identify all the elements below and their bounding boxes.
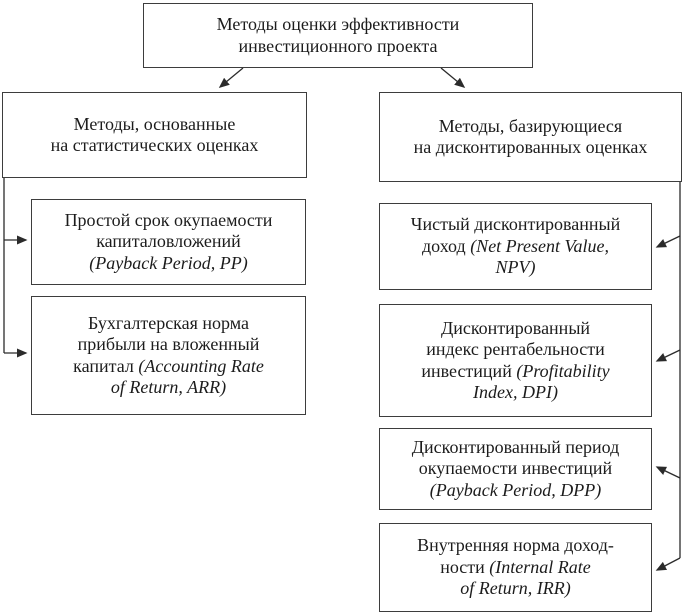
root-box-evaluation-methods: Методы оценки эффективности инвестиционного проекта	[143, 3, 533, 68]
arrow-root-to-right-branch	[441, 68, 464, 87]
method-box-internal-rate-of-return: Внутренняя норма доход- ности (Internal Rate of Return, IRR)	[379, 523, 652, 612]
method-box-payback-period: Простой срок окупаемости капиталовложений (Payback Period, PP)	[31, 199, 306, 285]
branch-header-statistical-methods: Методы, основанные на статистических оценках	[2, 92, 307, 178]
arrow-right-to-dpp	[657, 467, 680, 478]
arrow-right-to-npv	[657, 236, 680, 247]
arrow-right-to-irr	[657, 558, 680, 570]
method-box-discounted-payback-period: Дисконтированный период окупаемости инвестиций (Payback Period, DPP)	[379, 428, 652, 510]
method-box-profitability-index: Дисконтированный индекс рентабельности инвестиций (Profitability Index, DPI)	[379, 304, 652, 417]
method-box-accounting-rate-of-return: Бухгалтерская норма прибыли на вложенный капитал (Accounting Rate of Return, ARR)	[31, 296, 306, 415]
arrow-right-to-dpi	[657, 350, 680, 361]
method-box-net-present-value: Чистый дисконтированный доход (Net Present Value, NPV)	[379, 203, 652, 290]
arrow-root-to-left-branch	[220, 68, 243, 87]
branch-header-discounted-methods: Методы, базирующиеся на дисконтированных оценках	[379, 92, 682, 182]
